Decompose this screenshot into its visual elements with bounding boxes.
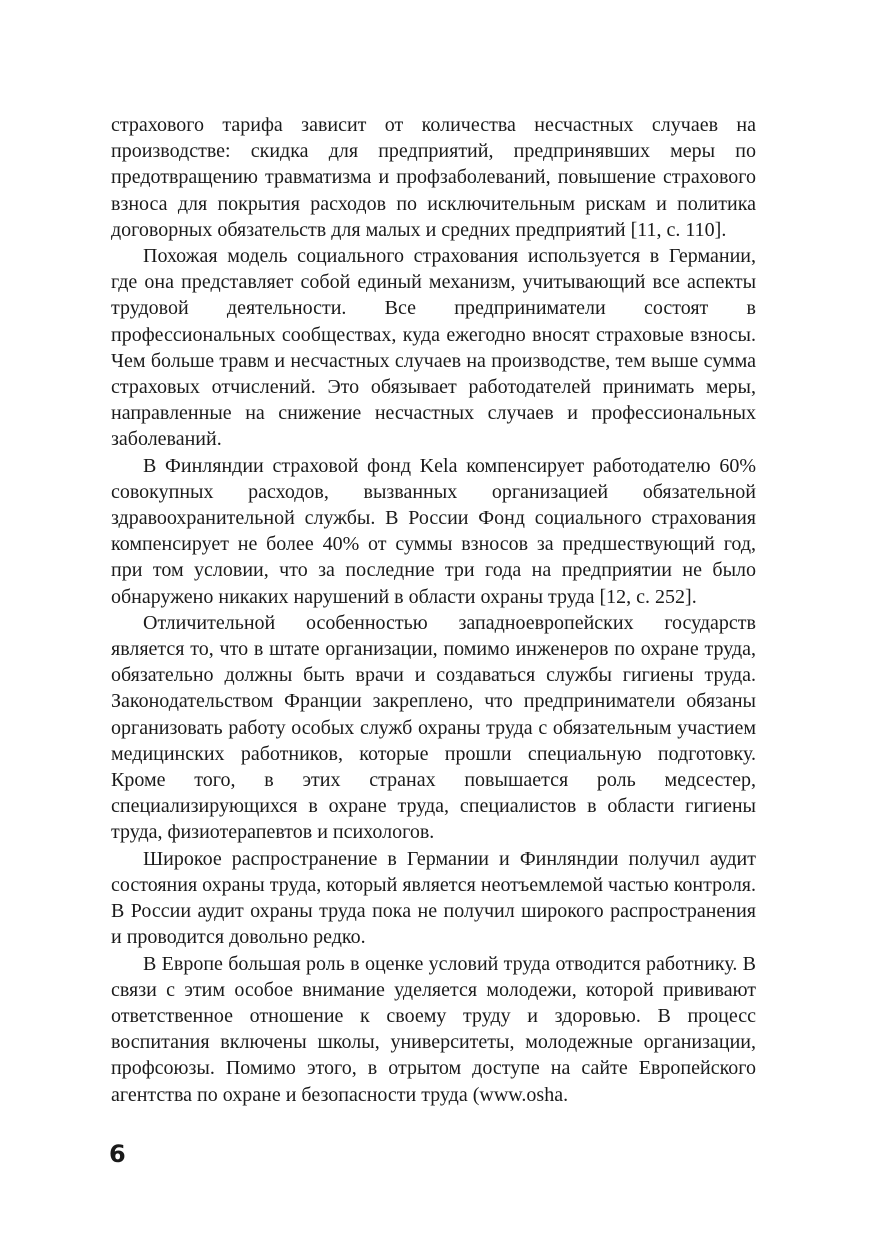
paragraph-europe-workers: В Европе большая роль в оценке условий труда отводится работнику. В связи с этим особое внимание уделяется молодежи, которой прививают ответственное отношение к своему труду и здоровью. В процесс воспитания включены школы, университеты, молодежные организации, профсоюзы. Помимо этого, в отрытом доступе на сайте Европейского агентства по охране и безопасности труда (www.osha. (111, 952, 756, 1106)
paragraph-western-europe: Отличительной особенностью западноевропейских государств является то, что в штате организации, помимо инженеров по охране труда, обязательно должны быть врачи и создаваться службы гигиены труда. Законодательством Франции закреплено, что предприниматели обязаны организовать работу особых служб охраны труда с обязательным участием медицинских работников, которые прошли специальную подготовку. Кроме того, в этих странах повышается роль медсестер, специализирующихся в охране труда, специалистов в области гигиены труда, физиотерапевтов и психологов. (111, 611, 756, 844)
page-body (111, 112, 756, 1108)
paragraph-finland-kela: В Финляндии страховой фонд Kela компенсирует работодателю 60% совокупных расходов, вызванных организацией обязательной здравоохранительной службы. В России Фонд социального страхования компенсирует не более 40% от суммы взносов за предшествующий год, при том условии, что за последние три года на предприятии не было обнаружено никаких нарушений в области охраны труда [12, с. 252]. (111, 454, 756, 608)
paragraph-insurance-tariff: страхового тарифа зависит от количества несчастных случаев на производстве: скидка для предприятий, предпринявших меры по предотвращению травматизма и профзаболеваний, повышение страхового взноса для покрытия расходов по исключительным рискам и политика договорных обязательств для малых и средних предприятий [11, с. 110]. (111, 114, 756, 241)
page-number: 6 (109, 1140, 126, 1168)
paragraph-germany-model: Похожая модель социального страхования используется в Германии, где она представляет собой единый механизм, учитывающий все аспекты трудовой деятельности. Все предприниматели состоят в профессиональных сообществах, куда ежегодно вносят страховые взносы. Чем больше травм и несчастных случаев на производстве, тем выше сумма страховых отчислений. Это обязывает работодателей принимать меры, направленные на снижение несчастных случаев и профессиональных заболеваний. (111, 245, 756, 451)
paragraph-audit: Широкое распространение в Германии и Финляндии получил аудит состояния охраны труда, который является неотъемлемой частью контроля. В России аудит охраны труда пока не получил широкого распространения и проводится довольно редко. (111, 847, 756, 949)
